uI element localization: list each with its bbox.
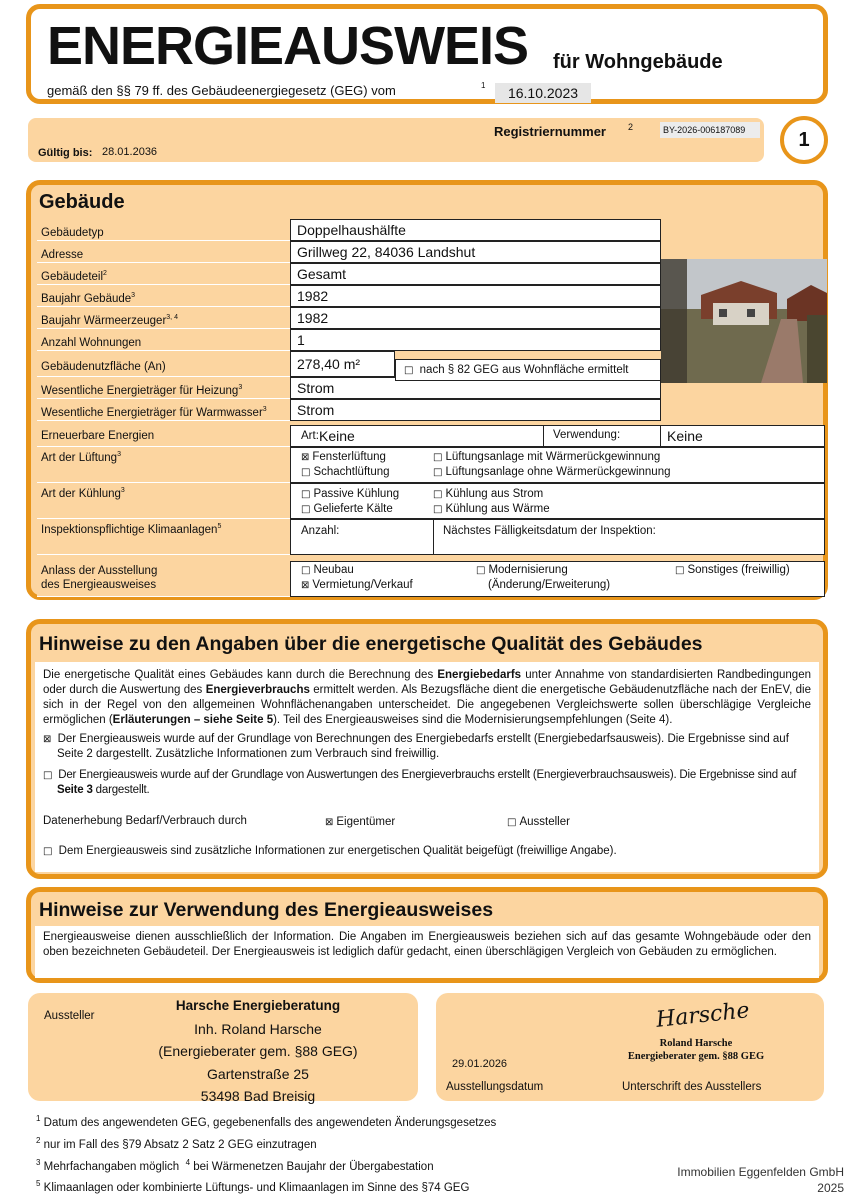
issuer-city: 53498 Bad Breisig [200, 1088, 316, 1104]
registration-footnote-ref: 2 [628, 122, 634, 132]
data-collection-row [43, 806, 811, 846]
issuer-address [138, 995, 378, 1108]
registration-bar [28, 118, 764, 162]
cooling-label: Art der Kühlung$^3$ [37, 483, 290, 519]
usage-hints-section [26, 887, 828, 983]
issue-date: 29.01.2026 [452, 1058, 508, 1070]
watermark: Immobilien Eggenfelden GmbH 2025 [677, 1165, 844, 1195]
building-section-title: Gebäude [39, 191, 125, 213]
renewable-row [290, 425, 825, 447]
header-box [26, 4, 828, 104]
building-section [26, 180, 828, 600]
registration-number-label: Registriernummer [494, 124, 606, 139]
aircon-count-label: Anzahl: [301, 525, 340, 537]
building-row-value-5: 1 [290, 329, 661, 351]
building-row-value-1: Grillweg 22, 84036 Landshut [290, 241, 661, 263]
building-row-value-3: 1982 [290, 285, 661, 307]
quality-hints-body [35, 662, 819, 872]
law-reference: gemäß den §§ 79 ff. des Gebäudeenergiegesetz (GEG) vom [47, 83, 396, 98]
cooling-passive-option[interactable]: □ Passive Kühlung [301, 488, 400, 500]
renewable-type-value: Keine [319, 428, 355, 444]
valid-until-label: Gültig bis: [38, 147, 93, 159]
building-row-label-8: Wesentliche Energieträger für Warmwasser$^3$ [37, 399, 290, 421]
occasion-new-build-option[interactable]: □ Neubau [301, 564, 354, 576]
renewable-type-label: Art: [301, 430, 319, 442]
footnote-5: $^5$ Klimaanlagen oder kombinierte Lüftungs- und Klimaanlagen im Sinne des §74 GEG [36, 1179, 470, 1195]
signature-box [436, 993, 824, 1101]
building-row-label-7: Wesentliche Energieträger für Heizung$^3$ [37, 377, 290, 399]
law-footnote-ref: 1 [481, 81, 486, 90]
ventilation-shaft-option[interactable]: □ Schachtlüftung [301, 466, 390, 478]
issuer-name: Harsche Energieberatung [175, 998, 341, 1013]
renewable-label: Erneuerbare Energien [37, 425, 290, 447]
building-row-label-2: Gebäudeteil$^2$ [37, 263, 290, 285]
occasion-other-option[interactable]: □ Sonstiges (freiwillig) [675, 564, 790, 576]
demand-certificate-option[interactable]: ⊠ Der Energieausweis wurde auf der Grundlage von Berechnungen des Energiebedarfs erstellt (Energiebedarfsausweis). Die Ergebnisse sind auf Seite 2 dargestellt. Zusätzliche Informationen zum Verbrauch sind freiwillig. [43, 733, 789, 760]
building-row-value-0: Doppelhaushälfte [290, 219, 661, 241]
quality-hints-intro: Die energetische Qualität eines Gebäudes kann durch die Berechnung des Energiebedarfs unter Annahme von standardisierten Randbedingungen oder durch die Auswertung des Energieverbrauchs ermittelt werden. Als Bezugsfläche dient die energetische Gebäudenutzfläche nach der EnEV, die sich in der Regel von den allgemeinen Wohnflächenangaben unterscheidet. Die angegebenen Vergleichswerte sollen überschlägige Vergleiche ermöglichen (Erläuterungen – siehe Seite 5). Teil des Energieausweises sind die Modernisierungsempfehlungen (Seite 4). [43, 669, 811, 726]
ventilation-options [290, 447, 825, 483]
occasion-label: Anlass der Ausstellung des Energieausweises [37, 561, 290, 597]
document-subtitle: für Wohngebäude [553, 51, 723, 73]
occasion-options [290, 561, 825, 597]
ventilation-window-option[interactable]: ⊠ Fensterlüftung [301, 451, 386, 463]
renewable-usage-value: Keine [667, 428, 703, 444]
footnotes [36, 1110, 496, 1197]
quality-hints-section [26, 619, 828, 879]
issuer-street: Gartenstraße 25 [207, 1065, 309, 1082]
usage-hints-body: Energieausweise dienen ausschließlich der Information. Die Angaben im Energieausweis beziehen sich auf das gesamte Wohngebäude oder den oben bezeichneten Gebäudeteil. Der Energieausweis ist lediglich dafür gedacht, einen überschlägigen Vergleich von Gebäuden zu ermöglichen. [35, 926, 819, 978]
occasion-modernisation-detail: (Änderung/Erweiterung) [488, 579, 611, 591]
area-method-checkbox[interactable]: □ nach § 82 GEG aus Wohnfläche ermittelt [395, 359, 661, 381]
law-date: 16.10.2023 [495, 83, 591, 103]
building-row-label-3: Baujahr Gebäude$^3$ [37, 285, 290, 307]
issuer-label: Aussteller [44, 1010, 95, 1022]
quality-hints-title: Hinweise zu den Angaben über die energetische Qualität des Gebäudes [39, 633, 703, 655]
building-row-value-6: 278,40 m² [290, 351, 395, 377]
building-photo [661, 259, 827, 383]
aircon-label: Inspektionspflichtige Klimaanlagen$^5$ [37, 519, 290, 555]
aircon-inspection-date-label: Nächstes Fälligkeitsdatum der Inspektion: [443, 525, 656, 537]
footnote-3-4: $^3$ Mehrfachangaben möglich $^4$ bei Wärmenetzen Baujahr der Übergabestation [36, 1157, 434, 1173]
cooling-electric-option[interactable]: □ Kühlung aus Strom [433, 488, 544, 500]
issuer-box [28, 993, 418, 1104]
ventilation-with-recovery-option[interactable]: □ Lüftungsanlage mit Wärmerückgewinnung [433, 451, 661, 463]
building-row-label-1: Adresse [37, 241, 290, 263]
building-row-value-8: Strom [290, 399, 661, 421]
issue-date-label: Ausstellungsdatum [446, 1081, 544, 1093]
registration-number-value: BY-2026-006187089 [660, 122, 760, 138]
occasion-modernisation-option[interactable]: □ Modernisierung [476, 564, 568, 576]
building-row-value-2: Gesamt [290, 263, 661, 285]
data-issuer-option[interactable]: □ Aussteller [507, 816, 570, 828]
cooling-delivered-option[interactable]: □ Gelieferte Kälte [301, 503, 393, 515]
document-title: ENERGIEAUSWEIS [47, 16, 529, 76]
occasion-rent-sale-option[interactable]: ⊠ Vermietung/Verkauf [301, 579, 413, 591]
ventilation-label: Art der Lüftung$^3$ [37, 447, 290, 483]
ventilation-without-recovery-option[interactable]: □ Lüftungsanlage ohne Wärmerückgewinnung [433, 466, 671, 478]
aircon-row [290, 519, 825, 555]
data-collection-label: Datenerhebung Bedarf/Verbrauch durch [43, 815, 247, 827]
footnote-2: $^2$ nur im Fall des §79 Absatz 2 Satz 2 GEG einzutragen [36, 1135, 317, 1151]
building-row-label-0: Gebäudetyp [37, 219, 290, 241]
signature-stamp: Roland Harsche Energieberater gem. §88 GEG [627, 1038, 765, 1062]
consumption-certificate-option[interactable]: □ Der Energieausweis wurde auf der Grundlage von Auswertungen des Energieverbrauchs erstellt (Energieverbrauchsausweis). Die Ergebnisse sind auf Seite 3 dargestellt. [43, 769, 797, 796]
valid-until-value: 28.01.2036 [102, 146, 158, 158]
data-owner-option[interactable]: ⊠ Eigentümer [325, 816, 396, 828]
building-row-value-7: Strom [290, 377, 661, 399]
building-row-label-4: Baujahr Wärmeerzeuger$^{3, 4}$ [37, 307, 290, 329]
issuer-owner: Inh. Roland Harsche [194, 1020, 322, 1037]
renewable-usage-label: Verwendung: [553, 429, 621, 441]
cooling-heat-option[interactable]: □ Kühlung aus Wärme [433, 503, 550, 515]
building-row-label-6: Gebäudenutzfläche (An) [37, 351, 290, 377]
footnote-1: $^1$ Datum des angewendeten GEG, gegebenenfalls des angewendeten Änderungsgesetzes [36, 1114, 497, 1129]
house-photo-image [661, 259, 827, 383]
issuer-qualification: (Energieberater gem. §88 GEG) [158, 1043, 358, 1059]
page-number-badge: 1 [780, 116, 828, 164]
building-row-value-4: 1982 [290, 307, 661, 329]
usage-hints-title: Hinweise zur Verwendung des Energieausweises [39, 899, 494, 921]
additional-info-option[interactable]: □ Dem Energieausweis sind zusätzliche Informationen zur energetischen Qualität beigefügt (freiwillige Angabe). [43, 845, 617, 857]
handwritten-signature: Harsche [654, 998, 751, 1033]
building-row-label-5: Anzahl Wohnungen [37, 329, 290, 351]
signature-label: Unterschrift des Ausstellers [622, 1081, 762, 1093]
cooling-options [290, 483, 825, 519]
